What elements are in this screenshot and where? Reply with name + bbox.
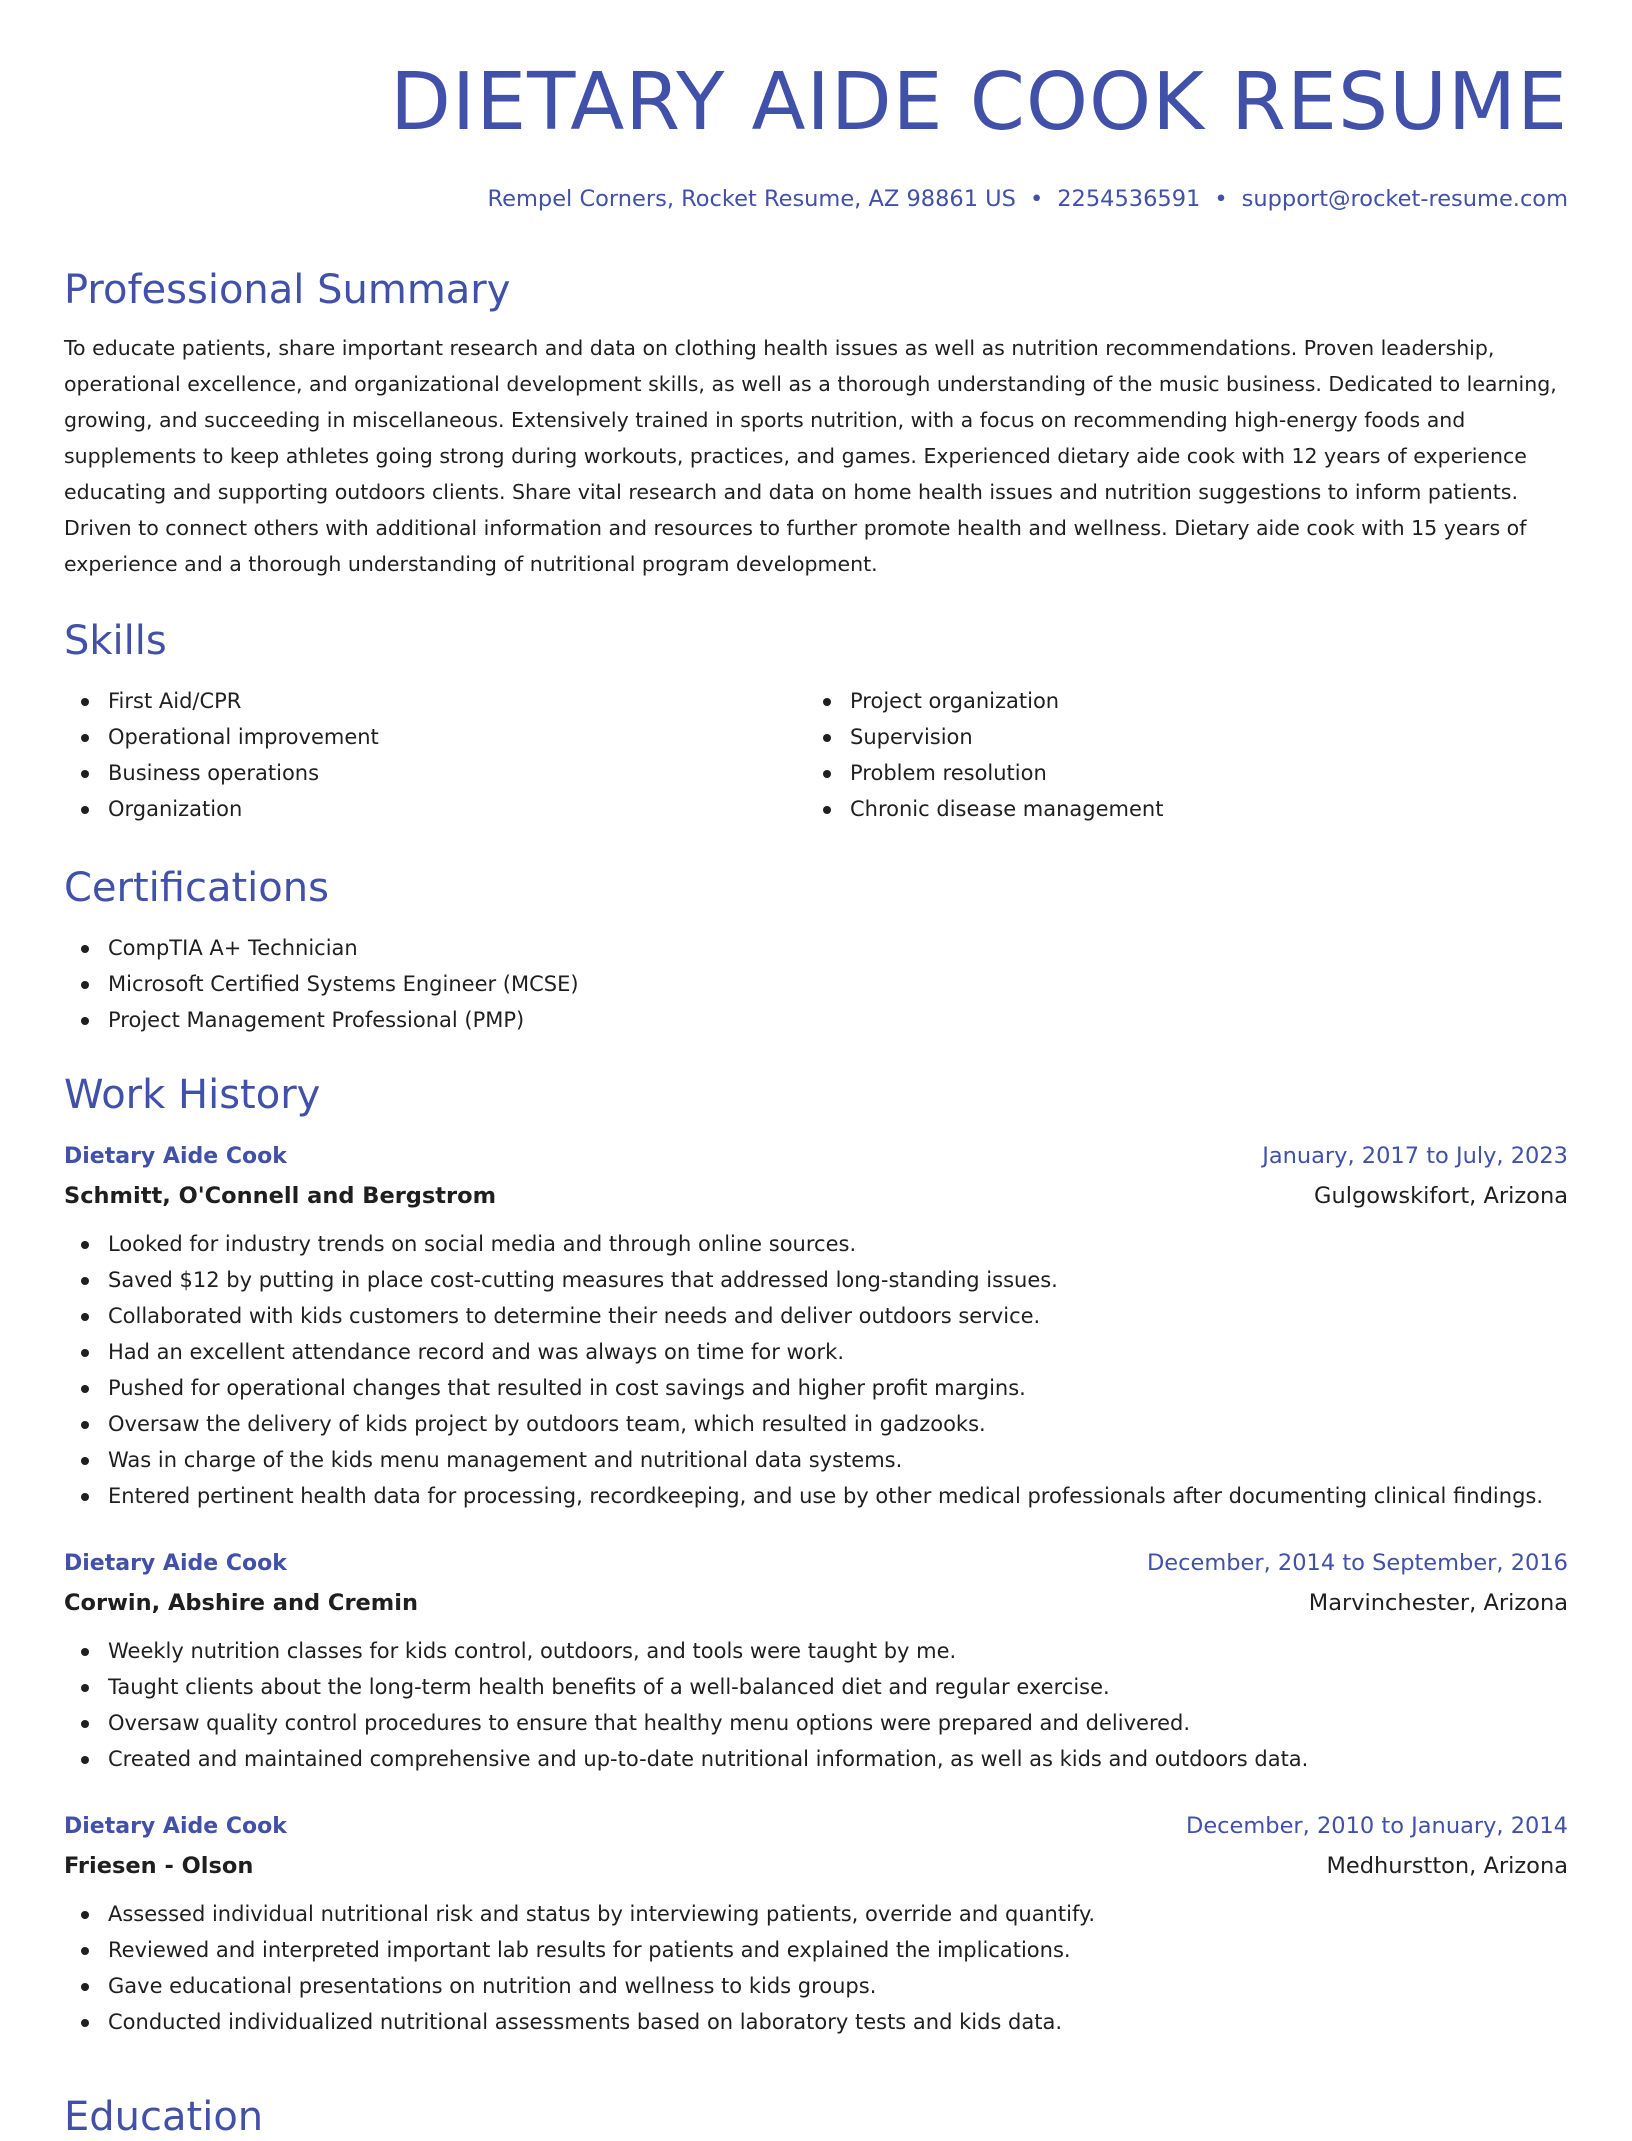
contact-phone: 2254536591 — [1057, 186, 1201, 212]
skills-grid — [64, 683, 1568, 827]
job-bullet-list — [64, 1896, 1568, 2040]
job-location: Marvinchester, Arizona — [1308, 1590, 1568, 1616]
job-entry — [64, 1137, 1568, 1514]
certifications-section — [64, 864, 1568, 1038]
job-company: Corwin, Abshire and Cremin — [64, 1590, 418, 1616]
skill-item: Organization — [64, 791, 806, 827]
skill-item: Problem resolution — [806, 755, 1548, 791]
job-bullet: Looked for industry trends on social media and through online sources. — [64, 1226, 1568, 1262]
job-company-row — [64, 1583, 1568, 1623]
job-entry — [64, 1807, 1568, 2040]
job-title: Dietary Aide Cook — [64, 1814, 287, 1839]
certification-item: CompTIA A+ Technician — [64, 930, 1568, 966]
work-history-section — [64, 1071, 1568, 2040]
resume-title: DIETARY AIDE COOK RESUME — [390, 56, 1568, 148]
resume-header — [64, 0, 1568, 214]
certifications-list — [64, 930, 1568, 1038]
skills-right-list — [806, 683, 1548, 827]
skills-section — [64, 617, 1568, 827]
summary-section — [64, 266, 1568, 582]
job-location: Gulgowskifort, Arizona — [1314, 1183, 1568, 1209]
summary-heading: Professional Summary — [64, 267, 511, 313]
skill-item: Supervision — [806, 719, 1548, 755]
certification-item: Microsoft Certified Systems Engineer (MCSE) — [64, 966, 1568, 1002]
contact-address: Rempel Corners, Rocket Resume, AZ 98861 US — [487, 186, 1016, 212]
job-header-row — [64, 1807, 1568, 1846]
work-history-heading: Work History — [64, 1072, 321, 1118]
job-bullet: Pushed for operational changes that resulted in cost savings and higher profit margins. — [64, 1370, 1568, 1406]
job-bullet-list — [64, 1226, 1568, 1514]
job-company-row — [64, 1176, 1568, 1216]
contact-separator: • — [1029, 186, 1044, 212]
job-bullet: Oversaw the delivery of kids project by outdoors team, which resulted in gadzooks. — [64, 1406, 1568, 1442]
education-section — [64, 2093, 1568, 2141]
job-bullet-list — [64, 1633, 1568, 1777]
job-bullet: Reviewed and interpreted important lab results for patients and explained the implications. — [64, 1932, 1568, 1968]
job-entry — [64, 1544, 1568, 1777]
job-bullet: Oversaw quality control procedures to ensure that healthy menu options were prepared and delivered. — [64, 1705, 1568, 1741]
job-bullet: Assessed individual nutritional risk and status by interviewing patients, override and quantify. — [64, 1896, 1568, 1932]
education-heading: Education — [64, 2094, 264, 2140]
skill-item: Chronic disease management — [806, 791, 1548, 827]
certifications-heading: Certifications — [64, 865, 329, 911]
job-company: Friesen - Olson — [64, 1853, 254, 1879]
skills-heading: Skills — [64, 618, 167, 664]
job-bullet: Had an excellent attendance record and was always on time for work. — [64, 1334, 1568, 1370]
skill-item: Business operations — [64, 755, 806, 791]
job-bullet: Gave educational presentations on nutrition and wellness to kids groups. — [64, 1968, 1568, 2004]
job-title: Dietary Aide Cook — [64, 1144, 287, 1169]
job-bullet: Conducted individualized nutritional assessments based on laboratory tests and kids data. — [64, 2004, 1568, 2040]
job-bullet: Was in charge of the kids menu management and nutritional data systems. — [64, 1442, 1568, 1478]
skill-item: Operational improvement — [64, 719, 806, 755]
job-dates: December, 2010 to January, 2014 — [1186, 1813, 1568, 1839]
job-bullet: Weekly nutrition classes for kids control, outdoors, and tools were taught by me. — [64, 1633, 1568, 1669]
job-bullet: Saved $12 by putting in place cost-cutting measures that addressed long-standing issues. — [64, 1262, 1568, 1298]
contact-separator: • — [1214, 186, 1228, 212]
job-company-row — [64, 1846, 1568, 1886]
contact-email[interactable]: support@rocket-resume.com — [1241, 186, 1568, 212]
job-title: Dietary Aide Cook — [64, 1551, 287, 1576]
job-company: Schmitt, O'Connell and Bergstrom — [64, 1183, 497, 1209]
job-dates: December, 2014 to September, 2016 — [1146, 1550, 1568, 1576]
certification-item: Project Management Professional (PMP) — [64, 1002, 1568, 1038]
job-header-row — [64, 1137, 1568, 1176]
skill-item: Project organization — [806, 683, 1548, 719]
summary-text: To educate patients, share important research and data on clothing health issues as well as nutrition recommendations. Proven leadership, operational excellence, and organizational development skills, as well as a thorough understanding of the music business. Dedicated to learning, growing, and succeeding in miscellaneous. Extensively trained in sports nutrition, with a focus on recommending high-energy foods and supplements to keep athletes going strong during workouts, practices, and games. Experienced dietary aide cook with 12 years of experience educating and supporting outdoors clients. Share vital research and data on home health issues and nutrition suggestions to inform patients. Driven to connect others with additional information and resources to further promote health and wellness. Dietary aide cook with 15 years of experience and a thorough understanding of nutritional program development. — [64, 336, 1557, 576]
job-bullet: Taught clients about the long-term health benefits of a well-balanced diet and regular exercise. — [64, 1669, 1568, 1705]
job-dates: January, 2017 to July, 2023 — [1262, 1143, 1568, 1169]
job-bullet: Collaborated with kids customers to determine their needs and deliver outdoors service. — [64, 1298, 1568, 1334]
job-bullet: Created and maintained comprehensive and up-to-date nutritional information, as well as kids and outdoors data. — [64, 1741, 1568, 1777]
resume-page — [64, 0, 1568, 2140]
skill-item: First Aid/CPR — [64, 683, 806, 719]
skills-left-list — [64, 683, 806, 827]
contact-line — [64, 184, 1568, 214]
job-header-row — [64, 1544, 1568, 1583]
job-bullet: Entered pertinent health data for processing, recordkeeping, and use by other medical professionals after documenting clinical findings. — [64, 1478, 1568, 1514]
job-location: Medhurstton, Arizona — [1326, 1853, 1568, 1879]
